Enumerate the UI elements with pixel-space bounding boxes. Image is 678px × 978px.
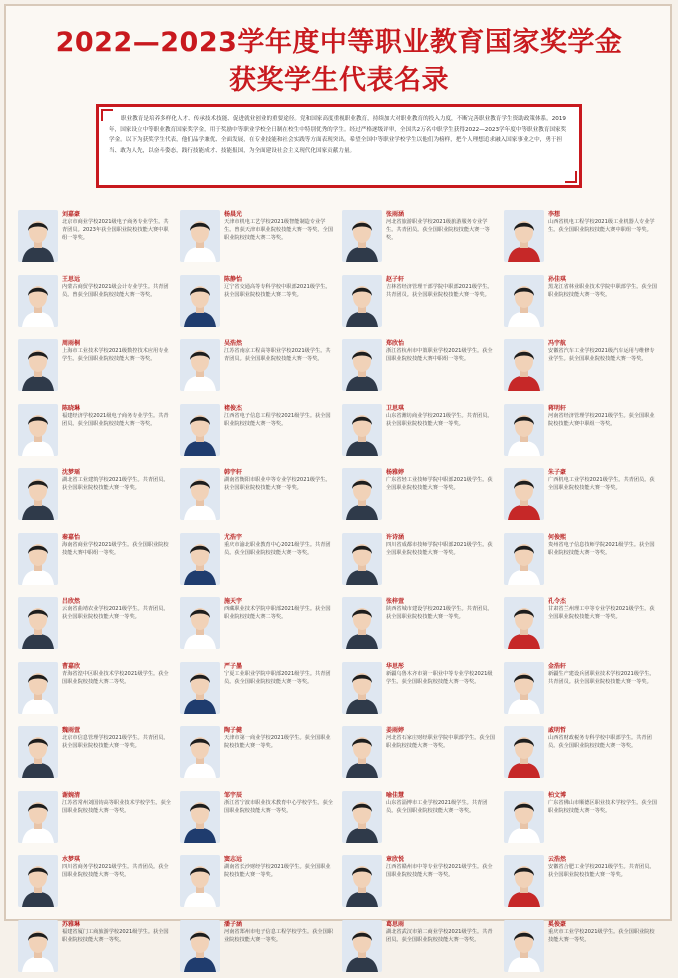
student-photo bbox=[504, 920, 544, 972]
student-card bbox=[16, 333, 178, 398]
student-photo bbox=[180, 533, 220, 585]
student-name: 张梓萱 bbox=[386, 596, 404, 605]
student-description: 宁夏工业职业学院中职部2021级学生。共青团员。获全国职业院校技能大赛一等奖。 bbox=[224, 670, 334, 718]
student-name: 张雨涵 bbox=[386, 209, 404, 218]
student-photo bbox=[504, 855, 544, 907]
student-name: 杨雅婷 bbox=[386, 467, 404, 476]
student-name: 何俊熙 bbox=[548, 532, 566, 541]
student-description: 河南省郑州市电子信息工程学校学生。获全国职业院校技能大赛一等奖。 bbox=[224, 928, 334, 976]
student-photo bbox=[18, 920, 58, 972]
student-description: 山东省潍坊商业学校2021级学生。共青团员。获全国职业院校技能大赛一等奖。 bbox=[386, 412, 496, 460]
student-name: 邹宇辰 bbox=[224, 790, 242, 799]
student-grid bbox=[16, 204, 664, 978]
student-photo bbox=[18, 533, 58, 585]
page-title: 2022—2023学年度中等职业教育国家奖学金 bbox=[0, 20, 678, 59]
student-name: 许诗涵 bbox=[386, 532, 404, 541]
student-name: 喻佳慧 bbox=[386, 790, 404, 799]
student-photo bbox=[18, 468, 58, 520]
student-card bbox=[16, 527, 178, 592]
student-photo bbox=[342, 855, 382, 907]
student-description: 山东省淄博市工业学校2021级学生。共青团员。获全国职业院校技能大赛一等奖。 bbox=[386, 799, 496, 847]
student-photo bbox=[342, 726, 382, 778]
student-description: 云南省曲靖农业学校2021级学生。共青团员。获全国职业院校技能大赛一等奖。 bbox=[62, 605, 172, 653]
student-name: 孔令杰 bbox=[548, 596, 566, 605]
student-card bbox=[340, 849, 502, 914]
student-name: 葛思雨 bbox=[386, 919, 404, 928]
student-card bbox=[502, 269, 664, 334]
student-description: 山西省财政税务专科学校中职部学生。共青团员。获全国职业院校技能大赛一等奖。 bbox=[548, 734, 658, 782]
student-description: 天津市机电工艺学校2021级智能制造专业学生。曾获天津市职业院校技能大赛一等奖、全国职业院校技能大赛二等奖。 bbox=[224, 218, 334, 266]
student-card bbox=[16, 462, 178, 527]
student-card bbox=[340, 333, 502, 398]
student-photo bbox=[180, 920, 220, 972]
student-card bbox=[178, 720, 340, 785]
student-description: 内蒙古商贸学校2021级会计专业学生。共青团员。曾获全国职业院校技能大赛一等奖。 bbox=[62, 283, 172, 331]
student-card bbox=[178, 785, 340, 850]
student-name: 蒋明轩 bbox=[548, 403, 566, 412]
student-name: 褚俊杰 bbox=[224, 403, 242, 412]
student-card bbox=[502, 204, 664, 269]
student-photo bbox=[180, 726, 220, 778]
student-name: 陈晓琳 bbox=[62, 403, 80, 412]
intro-text-box: 职业教育是培养多样化人才、传承技术技能、促进就业创业的重要途径。党和国家高度重视职业教育，持续加大对职业教育的投入力度，不断完善职业教育学生资助政策体系。2019年，国家设立中等职业教育国家奖学金，用于奖励中等职业学校全日制在校生中特别优秀的学生。经过严格逐级评审，全国共2万名中职学生获得2022—2023学年度中等职业教育国家奖学金。以下为获奖学生代表，他们品学兼优、全面发展，在专业技能和社会实践等方面表现突出。希望全国中等职业学校学生以他们为榜样，把个人理想追求融入国家事业之中，勇于担当、敢为人先，以奋斗姿态，践行技能成才、技能报国，为全面建设社会主义现代化国家贡献力量。 bbox=[96, 104, 582, 188]
student-photo bbox=[18, 855, 58, 907]
student-name: 华思彤 bbox=[386, 661, 404, 670]
student-card bbox=[178, 849, 340, 914]
student-description: 新疆乌鲁木齐市第一职业中等专业学校2021级学生。获全国职业院校技能大赛一等奖。 bbox=[386, 670, 496, 718]
student-description: 湖北省武汉市第二商业学校2021级学生。共青团员。获全国职业院校技能大赛一等奖。 bbox=[386, 928, 496, 976]
student-name: 章欣悦 bbox=[386, 854, 404, 863]
student-photo bbox=[18, 726, 58, 778]
student-name: 沈梦瑶 bbox=[62, 467, 80, 476]
student-name: 孙佳琪 bbox=[548, 274, 566, 283]
student-name: 戚明哲 bbox=[548, 725, 566, 734]
student-description: 浙江省杭州市中策职业学校2021级学生。获全国职业院校技能大赛中职组一等奖。 bbox=[386, 347, 496, 395]
student-photo bbox=[504, 662, 544, 714]
student-name: 柏文博 bbox=[548, 790, 566, 799]
student-name: 潘子涵 bbox=[224, 919, 242, 928]
student-card bbox=[502, 527, 664, 592]
student-card bbox=[340, 785, 502, 850]
student-description: 四川省成都市技师学院中职部2021级学生。获全国职业院校技能大赛一等奖。 bbox=[386, 541, 496, 589]
student-description: 辽宁省交通高等专科学校中职部2021级学生。获全国职业院校技能大赛二等奖。 bbox=[224, 283, 334, 331]
student-description: 海南省商业学校2021级学生。获全国职业院校技能大赛中职组一等奖。 bbox=[62, 541, 172, 589]
student-description: 安徽省汽车工业学校2021级汽车运用与维修专业学生。获全国职业院校技能大赛一等奖。 bbox=[548, 347, 658, 395]
student-card bbox=[16, 720, 178, 785]
student-card bbox=[502, 333, 664, 398]
student-name: 郑欣怡 bbox=[386, 338, 404, 347]
student-photo bbox=[180, 855, 220, 907]
student-card bbox=[178, 333, 340, 398]
student-photo bbox=[342, 275, 382, 327]
student-name: 曹嘉欣 bbox=[62, 661, 80, 670]
student-photo bbox=[342, 791, 382, 843]
student-card bbox=[340, 656, 502, 721]
student-photo bbox=[342, 339, 382, 391]
student-name: 水梦琪 bbox=[62, 854, 80, 863]
student-photo bbox=[180, 404, 220, 456]
student-name: 奚俊豪 bbox=[548, 919, 566, 928]
student-photo bbox=[504, 210, 544, 262]
student-name: 金浩轩 bbox=[548, 661, 566, 670]
student-photo bbox=[18, 791, 58, 843]
student-card bbox=[16, 398, 178, 463]
student-description: 江苏省常州刘国钧高等职业技术学校学生。获全国职业院校技能大赛一等奖。 bbox=[62, 799, 172, 847]
student-name: 王思远 bbox=[62, 274, 80, 283]
student-description: 广西机电工业学校2021级学生。共青团员。获全国职业院校技能大赛一等奖。 bbox=[548, 476, 658, 524]
student-photo bbox=[504, 275, 544, 327]
student-name: 谢婉清 bbox=[62, 790, 80, 799]
student-photo bbox=[180, 791, 220, 843]
student-card bbox=[340, 527, 502, 592]
student-photo bbox=[342, 920, 382, 972]
student-card bbox=[340, 462, 502, 527]
student-card bbox=[16, 269, 178, 334]
student-name: 吕欣然 bbox=[62, 596, 80, 605]
student-photo bbox=[342, 597, 382, 649]
student-card bbox=[178, 591, 340, 656]
student-photo bbox=[18, 597, 58, 649]
student-card bbox=[502, 462, 664, 527]
student-card bbox=[340, 398, 502, 463]
student-name: 卫思琪 bbox=[386, 403, 404, 412]
student-card bbox=[178, 527, 340, 592]
student-description: 北京市信息管理学校2021级学生。共青团员。获全国职业院校技能大赛一等奖。 bbox=[62, 734, 172, 782]
student-description: 广东省佛山市顺德区职业技术学校学生。获全国职业院校技能大赛一等奖。 bbox=[548, 799, 658, 847]
student-description: 江西省赣州市中等专业学校2021级学生。获全国职业院校技能大赛一等奖。 bbox=[386, 863, 496, 911]
student-photo bbox=[18, 339, 58, 391]
student-name: 吴浩然 bbox=[224, 338, 242, 347]
student-description: 新疆生产建设兵团职业技术学校2021级学生。共青团员。获全国职业院校技能大赛一等奖。 bbox=[548, 670, 658, 718]
student-photo bbox=[504, 726, 544, 778]
student-description: 河北省旅游职业学校2021级旅游服务专业学生。共青团员。获全国职业院校技能大赛一等奖。 bbox=[386, 218, 496, 266]
student-photo bbox=[342, 533, 382, 585]
student-card bbox=[16, 656, 178, 721]
student-name: 赵子轩 bbox=[386, 274, 404, 283]
student-photo bbox=[18, 404, 58, 456]
student-photo bbox=[342, 210, 382, 262]
student-name: 云浩然 bbox=[548, 854, 566, 863]
student-photo bbox=[504, 339, 544, 391]
student-description: 重庆市工业学校2021级学生。获全国职业院校技能大赛一等奖。 bbox=[548, 928, 658, 976]
student-photo bbox=[180, 339, 220, 391]
student-card bbox=[502, 785, 664, 850]
student-description: 西藏职业技术学院中职部2021级学生。获全国职业院校技能大赛二等奖。 bbox=[224, 605, 334, 653]
student-photo bbox=[342, 468, 382, 520]
student-description: 山西省机电工程学校2021级工业机器人专业学生。获全国职业院校技能大赛中职组一等奖。 bbox=[548, 218, 658, 266]
student-description: 湖北省工业建筑学校2021级学生。共青团员。获全国职业院校技能大赛一等奖。 bbox=[62, 476, 172, 524]
student-card bbox=[178, 656, 340, 721]
student-name: 韩宇轩 bbox=[224, 467, 242, 476]
student-photo bbox=[180, 210, 220, 262]
student-description: 北京市商业学校2021级电子商务专业学生。共青团员。2023年获全国职业院校技能大赛中职组一等奖。 bbox=[62, 218, 172, 266]
student-card bbox=[502, 720, 664, 785]
student-description: 陕西省城市建设学校2021级学生。共青团员。获全国职业院校技能大赛一等奖。 bbox=[386, 605, 496, 653]
student-name: 刘嘉豪 bbox=[62, 209, 80, 218]
student-photo bbox=[504, 404, 544, 456]
student-name: 秦嘉怡 bbox=[62, 532, 80, 541]
student-name: 姜雨婷 bbox=[386, 725, 404, 734]
student-photo bbox=[180, 662, 220, 714]
student-photo bbox=[504, 791, 544, 843]
student-description: 重庆市渝北职业教育中心2021级学生。共青团员。获全国职业院校技能大赛一等奖。 bbox=[224, 541, 334, 589]
page-subtitle: 获奖学生代表名录 bbox=[0, 58, 678, 97]
student-description: 安徽省合肥工业学校2021级学生。共青团员。获全国职业院校技能大赛一等奖。 bbox=[548, 863, 658, 911]
student-description: 湖南省长沙财经学校2021级学生。获全国职业院校技能大赛一等奖。 bbox=[224, 863, 334, 911]
student-name: 周雨桐 bbox=[62, 338, 80, 347]
student-card bbox=[178, 462, 340, 527]
student-description: 江西省电子信息工程学校2021级学生。获全国职业院校技能大赛一等奖。 bbox=[224, 412, 334, 460]
student-photo bbox=[18, 662, 58, 714]
student-description: 吉林省经济管理干部学院中职部2021级学生。共青团员。获全国职业院校技能大赛一等奖。 bbox=[386, 283, 496, 331]
student-photo bbox=[504, 533, 544, 585]
student-description: 河南省经济管理学校2021级学生。获全国职业院校技能大赛中职组一等奖。 bbox=[548, 412, 658, 460]
student-card bbox=[178, 914, 340, 978]
student-name: 朱子豪 bbox=[548, 467, 566, 476]
student-name: 施天宇 bbox=[224, 596, 242, 605]
student-description: 浙江省宁波市职业技术教育中心学校学生。获全国职业院校技能大赛一等奖。 bbox=[224, 799, 334, 847]
student-photo bbox=[18, 275, 58, 327]
student-name: 魏雨萱 bbox=[62, 725, 80, 734]
student-card bbox=[502, 849, 664, 914]
student-name: 李想 bbox=[548, 209, 560, 218]
student-card bbox=[16, 204, 178, 269]
student-description: 河北省石家庄财经职业学院中职部学生。获全国职业院校技能大赛一等奖。 bbox=[386, 734, 496, 782]
student-photo bbox=[180, 275, 220, 327]
student-photo bbox=[342, 662, 382, 714]
student-photo bbox=[18, 210, 58, 262]
student-card bbox=[502, 398, 664, 463]
student-card bbox=[340, 591, 502, 656]
student-description: 上海市工业技术学校2021级数控技术应用专业学生。获全国职业院校技能大赛一等奖。 bbox=[62, 347, 172, 395]
student-photo bbox=[180, 468, 220, 520]
student-name: 尤浩宇 bbox=[224, 532, 242, 541]
student-photo bbox=[180, 597, 220, 649]
student-name: 陶子健 bbox=[224, 725, 242, 734]
student-card bbox=[340, 914, 502, 978]
student-description: 福建省厦门工商旅游学校2021级学生。获全国职业院校技能大赛一等奖。 bbox=[62, 928, 172, 976]
student-photo bbox=[504, 468, 544, 520]
student-card bbox=[502, 591, 664, 656]
student-card bbox=[340, 720, 502, 785]
student-name: 窦志远 bbox=[224, 854, 242, 863]
student-description: 贵州省电子信息技师学院2021级学生。获全国职业院校技能大赛一等奖。 bbox=[548, 541, 658, 589]
student-card bbox=[502, 656, 664, 721]
student-description: 广东省轻工业技师学院中职部2021级学生。获全国职业院校技能大赛一等奖。 bbox=[386, 476, 496, 524]
student-card bbox=[16, 591, 178, 656]
student-description: 黑龙江省林业职业技术学院中职部学生。获全国职业院校技能大赛一等奖。 bbox=[548, 283, 658, 331]
student-name: 严子墨 bbox=[224, 661, 242, 670]
student-photo bbox=[504, 597, 544, 649]
student-card bbox=[16, 914, 178, 978]
student-card bbox=[16, 785, 178, 850]
student-description: 江苏省南京工程高等职业学校2021级学生。共青团员。获全国职业院校技能大赛一等奖。 bbox=[224, 347, 334, 395]
student-card bbox=[340, 204, 502, 269]
student-card bbox=[178, 204, 340, 269]
student-description: 湖南省衡阳市职业中等专业学校2021级学生。获全国职业院校技能大赛一等奖。 bbox=[224, 476, 334, 524]
student-card bbox=[178, 269, 340, 334]
student-photo bbox=[342, 404, 382, 456]
student-card bbox=[340, 269, 502, 334]
student-name: 陈静怡 bbox=[224, 274, 242, 283]
student-description: 福建经济学校2021级电子商务专业学生。共青团员。获全国职业院校技能大赛一等奖。 bbox=[62, 412, 172, 460]
student-description: 甘肃省兰州理工中等专业学校2021级学生。获全国职业院校技能大赛一等奖。 bbox=[548, 605, 658, 653]
student-name: 苏雅琳 bbox=[62, 919, 80, 928]
student-card bbox=[178, 398, 340, 463]
student-name: 杨晨光 bbox=[224, 209, 242, 218]
student-card bbox=[502, 914, 664, 978]
student-description: 四川省商务学校2021级学生。共青团员。获全国职业院校技能大赛一等奖。 bbox=[62, 863, 172, 911]
student-description: 天津市第一商业学校2021级学生。获全国职业院校技能大赛一等奖。 bbox=[224, 734, 334, 782]
student-description: 青海省湟中区职业技术学校2021级学生。获全国职业院校技能大赛二等奖。 bbox=[62, 670, 172, 718]
student-name: 冯宇航 bbox=[548, 338, 566, 347]
student-card bbox=[16, 849, 178, 914]
